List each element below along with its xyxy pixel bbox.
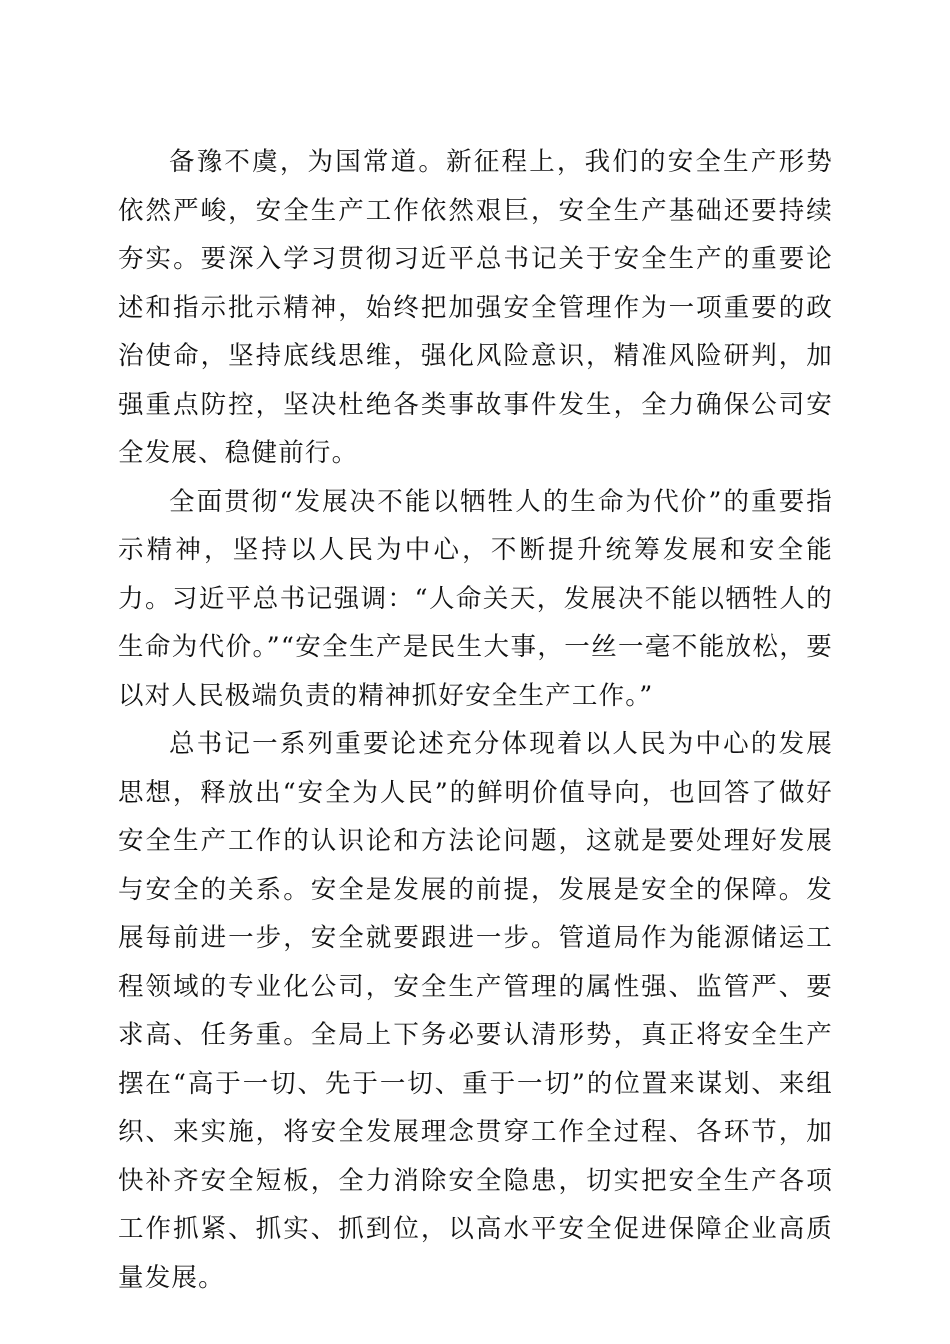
paragraph-1: 备豫不虞，为国常道。新征程上，我们的安全生产形势依然严峻，安全生产工作依然艰巨，安全生产基础还要持续夯实。要深入学习贯彻习近平总书记关于安全生产的重要论述和指示批示精神，始终把加强安全管理作为一项重要的政治使命，坚持底线思维，强化风险意识，精准风险研判，加强重点防控，坚决杜绝各类事故事件发生，全力确保公司安全发展、稳健前行。 [118,147,833,468]
paragraph-3: 总书记一系列重要论述充分体现着以人民为中心的发展思想，释放出“安全为人民”的鲜明价值导向，也回答了做好安全生产工作的认识论和方法论问题，这就是要处理好发展与安全的关系。安全是发展的前提，发展是安全的保障。发展每前进一步，安全就要跟进一步。管道局作为能源储运工程领域的专业化公司，安全生产管理的属性强、监管严、要求高、任务重。全局上下务必要认清形势，真正将安全生产摆在“高于一切、先于一切、重于一切”的位置来谋划、来组织、来实施，将安全发展理念贯穿工作全过程、各环节，加快补齐安全短板，全力消除安全隐患，切实把安全生产各项工作抓紧、抓实、抓到位，以高水平安全促进保障企业高质量发展。 [118,729,833,1293]
document-page [118,138,833,1302]
paragraph-2: 全面贯彻“发展决不能以牺牲人的生命为代价”的重要指示精神，坚持以人民为中心，不断提升统筹发展和安全能力。习近平总书记强调：“人命关天，发展决不能以牺牲人的生命为代价。”“安全生产是民生大事，一丝一毫不能放松，要以对人民极端负责的精神抓好安全生产工作。” [118,486,833,711]
